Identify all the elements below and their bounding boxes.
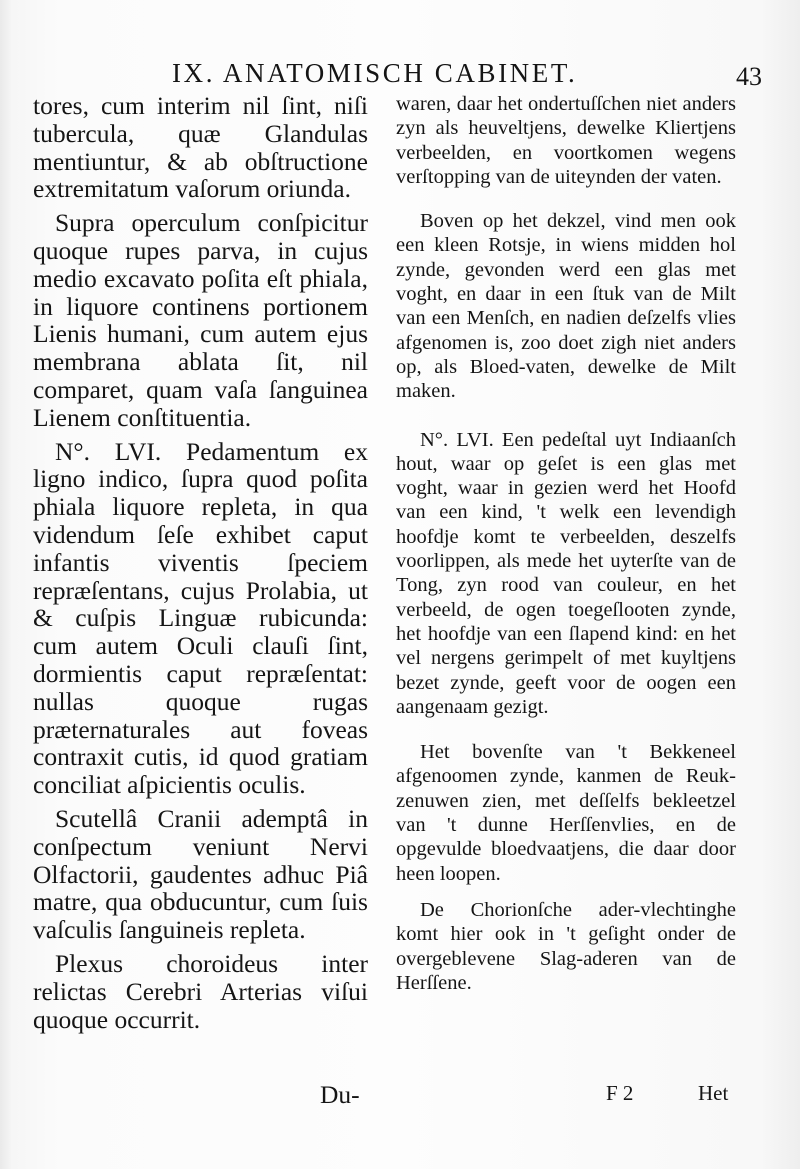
latin-column [33,92,368,1033]
page-number: 43 [736,62,762,91]
signature-mark: F 2 [606,1081,634,1105]
dutch-paragraph: Boven op het dekzel, vind men ook een kleen Rotsje, in wiens midden hol zynde, gevonden werd een glas met voght, en daar in een ſtuk van de Milt van een Menſch, en nadien deſzelfs vlies afgenomen is, zoo doet zigh niet anders op, als Bloed-vaten, dewelke de Milt maken. [396,210,736,403]
running-head-title: IX. ANATOMISCH CABINET. [172,58,578,88]
latin-paragraph: N°. LVI. Pedamentum ex ligno indico, ſupra quod poſita phiala liquore repleta, in qua videndum ſeſe exhibet caput infantis viventis ſpeciem repræſentans, cujus Prolabia, ut & cuſpis Linguæ rubicunda: cum autem Oculi clauſi ſint, dormientis caput repræſentat: nullas quoque rugas præternaturales aut foveas contraxit cutis, id quod gratiam conciliat aſpicientis oculis. [33,436,368,800]
latin-paragraph: Supra operculum conſpicitur quoque rupes parva, in cujus medio excavato poſita eſt phiala, in liquore continens portionem Lienis humani, cum autem ejus membrana ablata ſit, nil comparet, quam vaſa ſanguinea Lienem conſtituentia. [33,208,368,432]
dutch-paragraph: De Chorionſche ader-vlechtinghe komt hier ook in 't geſight onder de overgeblevene Slag-aderen van de Herſſene. [396,898,736,994]
latin-paragraph: Plexus choroideus inter relictas Cerebri Arterias viſui quoque occurrit. [33,948,368,1034]
catchword-left: Du- [320,1080,360,1109]
dutch-paragraph: N°. LVI. Een pedeſtal uyt Indiaanſch hout, waar op geſet is een glas met voght, waar in gezien werd het Hoofd van een kind, 't welk een levendigh hoofdje komt te verbeelden, deszelfs voorlippen, als mede het uyterſte van de Tong, zyn rood van couleur, en het verbeeld, de ogen toegeſlooten zynde, het hoofdje van een ſlapend kind: en het vel nergens gerimpelt of met kuyltjens bezet zynde, geeft voor de oogen een aangenaam gezigt. [396,428,736,718]
catchword-right: Het [698,1081,729,1105]
dutch-column [396,92,736,995]
dutch-paragraph: waren, daar het ondertuſſchen niet anders zyn als heuveltjens, dewelke Kliertjens verbeelden, en voortkomen wegens verſtopping van de uiteynden der vaten. [396,93,736,188]
latin-paragraph: Scutellâ Cranii ademptâ in conſpectum veniunt Nervi Olfactorii, gaudentes adhuc Piâ matre, qua obducuntur, cum ſuis vaſculis ſanguineis repleta. [33,803,368,945]
latin-paragraph: tores, cum interim nil ſint, niſi tubercula, quæ Glandulas mentiuntur, & ab obſtructione extremitatum vaſorum oriunda. [33,91,368,204]
dutch-paragraph: Het bovenſte van 't Bekkeneel afgenoomen zynde, kanmen de Reuk-zenuwen zien, met deſſelfs bekleetzel van 't dunne Herſſenvlies, en de opgevulde bloedvaatjens, die daar door heen loopen. [396,741,736,885]
